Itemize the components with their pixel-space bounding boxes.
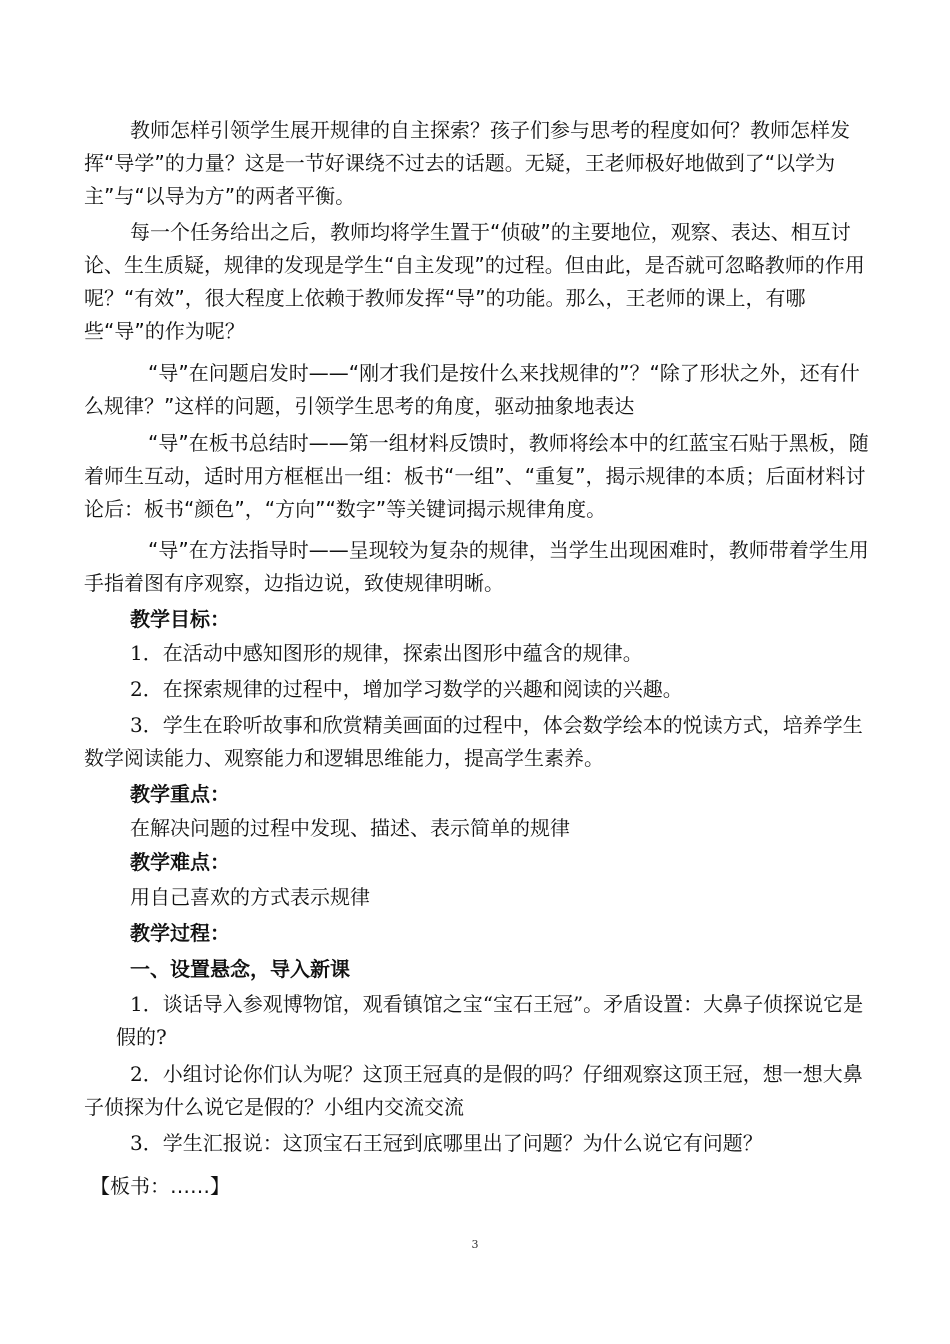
difficulty-text: 用自己喜欢的方式表示规律 (130, 885, 370, 909)
key-points-text: 在解决问题的过程中发现、描述、表示简单的规律 (130, 816, 570, 840)
page-number: 3 (471, 1238, 479, 1251)
process-heading: 教学过程： (130, 921, 230, 945)
board-note: 【板书：……】 (90, 1174, 230, 1198)
process-item: 1．谈话导入参观博物馆，观看镇馆之宝“宝石王冠”。矛盾设置：大鼻子侦探说它是假的? (116, 992, 864, 1049)
process-item: 2．小组讨论你们认为呢？这顶王冠真的是假的吗？仔细观察这顶王冠，想一想大鼻子侦探为什么说它是假的？小组内交流交流 (84, 1062, 863, 1119)
paragraph-guided-learning: 教师怎样引领学生展开规律的自主探索？孩子们参与思考的程度如何？教师怎样发挥“导学”的力量？这是一节好课绕不过去的话题。无疑，王老师极好地做到了“以学为主”与“以导为方”的两者平衡。 (84, 118, 850, 208)
paragraph-guide-questions: “导”在问题启发时——“刚才我们是按什么来找规律的”？“除了形状之外，还有什么规律？”这样的问题，引领学生思考的角度，驱动抽象地表达 (84, 361, 860, 418)
section-heading: 一、设置悬念，导入新课 (130, 957, 350, 981)
objectives-heading: 教学目标： (130, 607, 230, 631)
key-points-heading: 教学重点： (130, 782, 230, 806)
difficulty-heading: 教学难点： (130, 850, 230, 874)
process-item: 3．学生汇报说：这顶宝石王冠到底哪里出了问题？为什么说它有问题？ (130, 1131, 763, 1155)
paragraph-guide-method: “导”在方法指导时——呈现较为复杂的规律，当学生出现困难时，教师带着学生用手指着图有序观察，边指边说，致使规律明晰。 (84, 538, 869, 595)
paragraph-teacher-role: 每一个任务给出之后，教师均将学生置于“侦破”的主要地位，观察、表达、相互讨论、生生质疑，规律的发现是学生“自主发现”的过程。但由此，是否就可忽略教师的作用呢？“有效”，很大程度上依赖于教师发挥“导”的功能。那么，王老师的课上，有哪些“导”的作为呢？ (84, 220, 865, 343)
objective-item: 3．学生在聆听故事和欣赏精美画面的过程中，体会数学绘本的悦读方式，培养学生数学阅读能力、观察能力和逻辑思维能力，提高学生素养。 (84, 713, 863, 770)
objective-item: 2．在探索规律的过程中，增加学习数学的兴趣和阅读的兴趣。 (130, 677, 683, 701)
objective-item: 1．在活动中感知图形的规律，探索出图形中蕴含的规律。 (130, 641, 643, 665)
paragraph-guide-board: “导”在板书总结时——第一组材料反馈时，教师将绘本中的红蓝宝石贴于黑板，随着师生互动，适时用方框框出一组：板书“一组”、“重复”，揭示规律的本质；后面材料讨论后：板书“颜色”，“方向”“数字”等关键词揭示规律角度。 (84, 431, 869, 521)
